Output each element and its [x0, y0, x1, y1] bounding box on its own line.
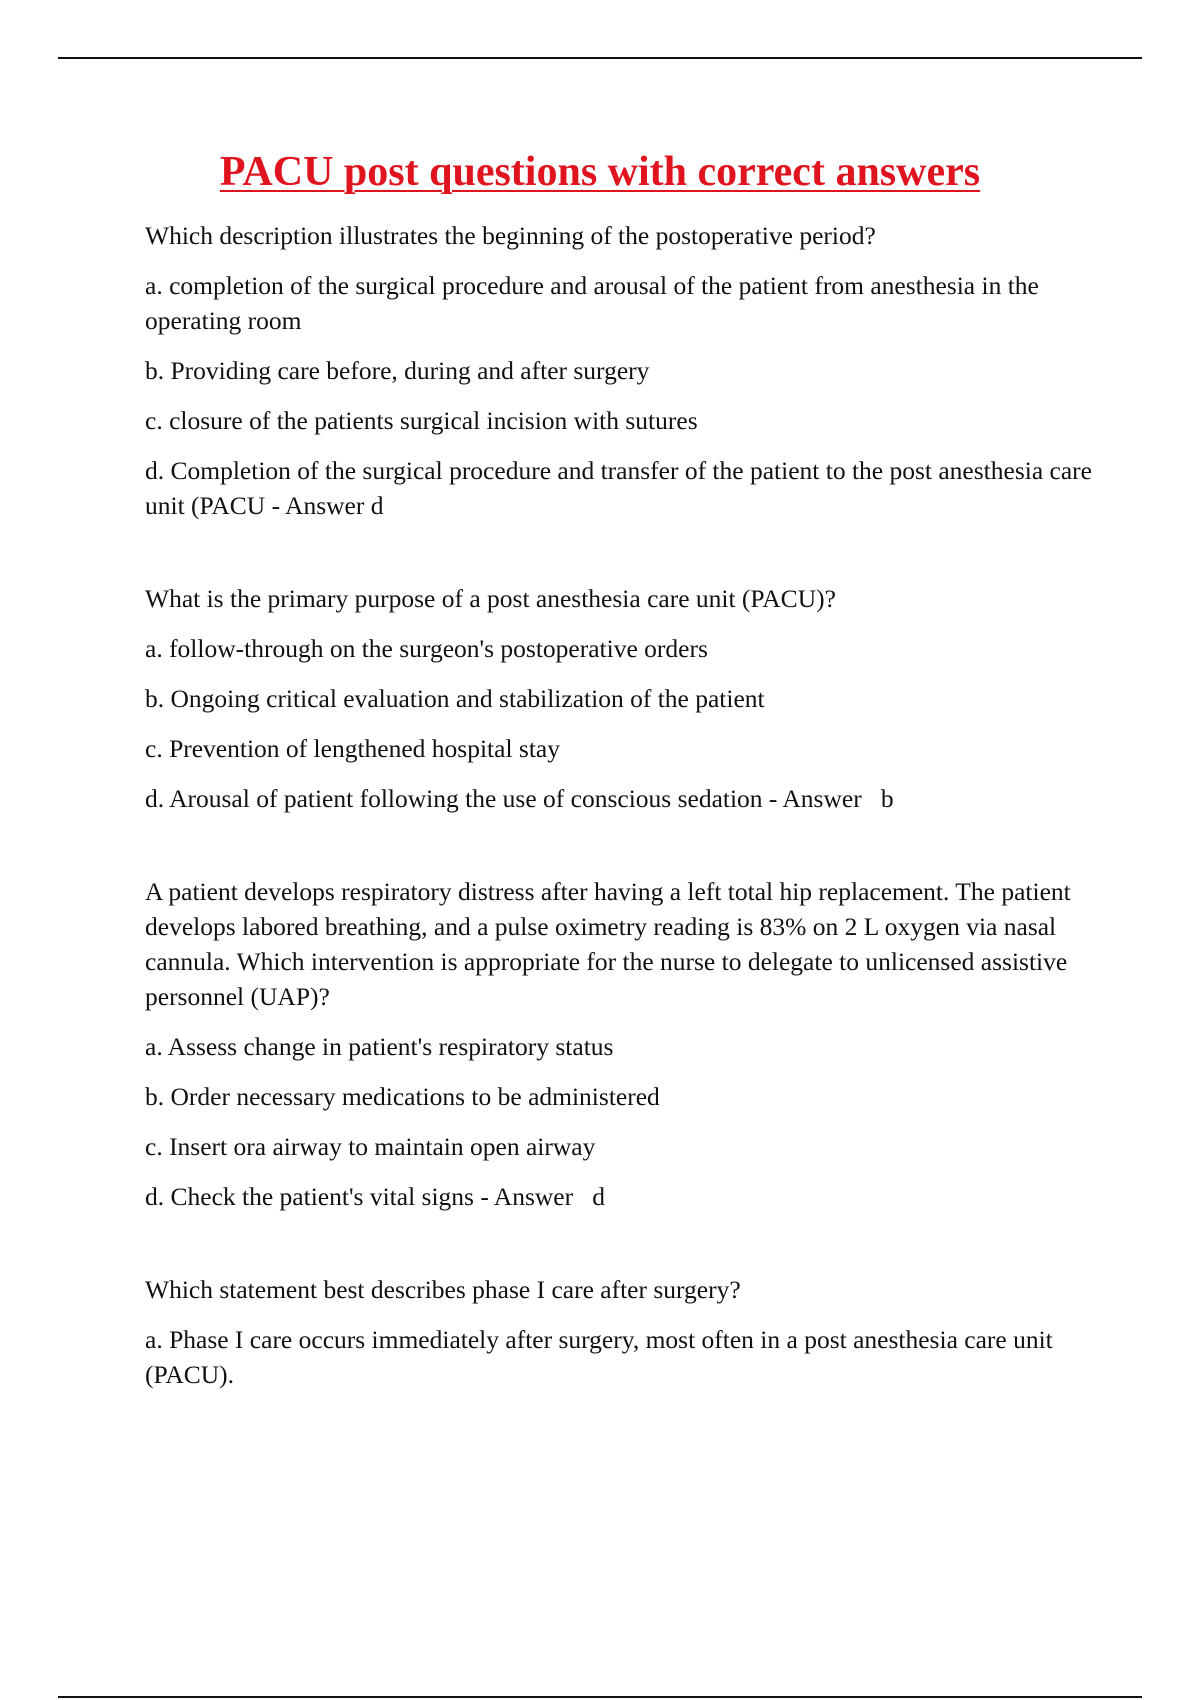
option-a: a. follow-through on the surgeon's postoperative orders: [145, 634, 708, 663]
document-body: [145, 148, 1095, 1450]
option-b: b. Order necessary medications to be administered: [145, 1082, 660, 1111]
document-title: PACU post questions with correct answers: [219, 149, 981, 195]
question-4: [145, 1272, 1095, 1392]
option-c: c. closure of the patients surgical incision with sutures: [145, 406, 698, 435]
option-b: b. Ongoing critical evaluation and stabilization of the patient: [145, 684, 765, 713]
option-d-with-answer: d. Completion of the surgical procedure and transfer of the patient to the post anesthesia care unit (PACU - Answer d: [145, 456, 1092, 520]
question-text: Which statement best describes phase I care after surgery?: [145, 1275, 741, 1304]
question-1: [145, 218, 1095, 523]
question-text: Which description illustrates the beginning of the postoperative period?: [145, 221, 876, 250]
option-d-with-answer: d. Check the patient's vital signs - Answer d: [145, 1182, 605, 1211]
option-a: a. completion of the surgical procedure and arousal of the patient from anesthesia in the operating room: [145, 271, 1039, 335]
question-2: [145, 581, 1095, 816]
option-d-with-answer: d. Arousal of patient following the use of conscious sedation - Answer b: [145, 784, 894, 813]
top-rule: [58, 57, 1142, 59]
option-a: a. Assess change in patient's respiratory status: [145, 1032, 614, 1061]
option-c: c. Prevention of lengthened hospital stay: [145, 734, 560, 763]
option-a: a. Phase I care occurs immediately after surgery, most often in a post anesthesia care unit (PACU).: [145, 1325, 1053, 1389]
option-b: b. Providing care before, during and after surgery: [145, 356, 650, 385]
question-3: [145, 874, 1095, 1214]
option-c: c. Insert ora airway to maintain open airway: [145, 1132, 596, 1161]
question-text: A patient develops respiratory distress after having a left total hip replacement. The patient develops labored breathing, and a pulse oximetry reading is 83% on 2 L oxygen via nasal cannula. Which intervention is appropriate for the nurse to delegate to unlicensed assistive personnel (UAP)?: [145, 877, 1071, 1011]
question-text: What is the primary purpose of a post anesthesia care unit (PACU)?: [145, 584, 836, 613]
bottom-rule: [58, 1696, 1142, 1698]
